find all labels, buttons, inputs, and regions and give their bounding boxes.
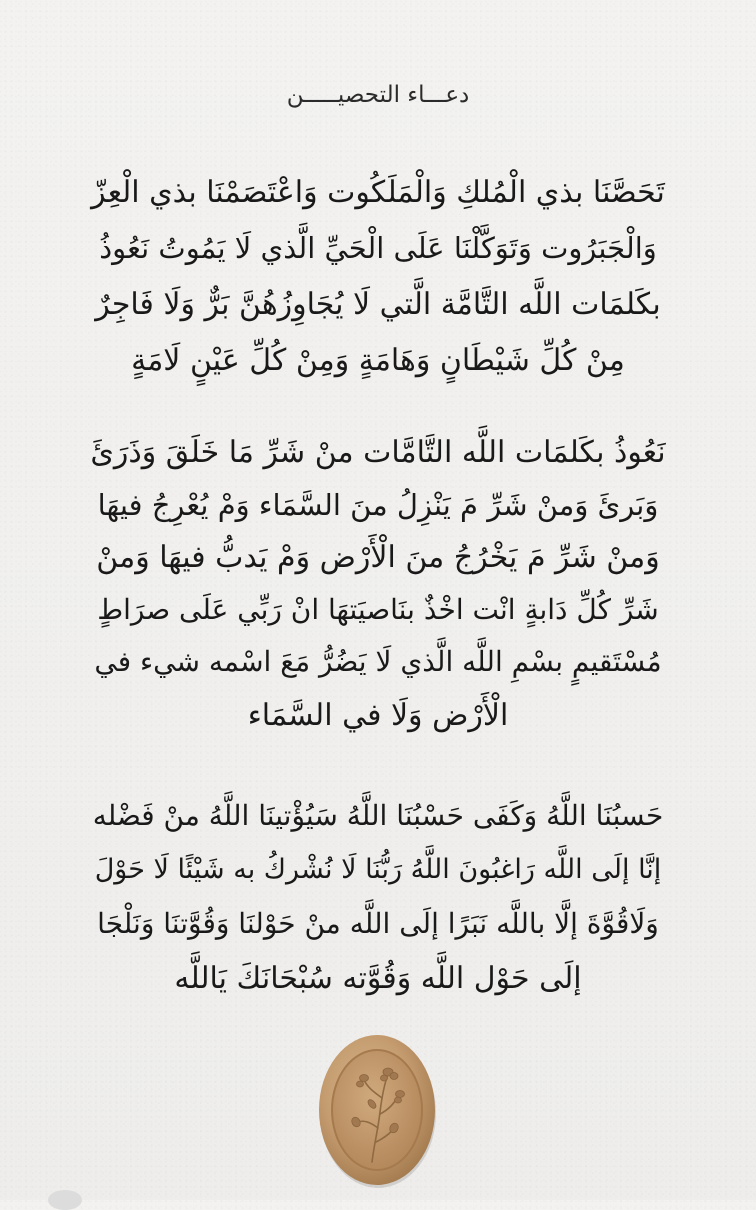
wax-seal-icon	[314, 1030, 442, 1190]
stanza-line: الْأَرْض وَلَا في السَّمَاء	[247, 697, 509, 733]
stanza-line: نَعُوذُ بكَلمَات اللَّه التَّامَّات منْ شَرِّ مَا خَلَقَ وَذَرَئَ	[90, 435, 666, 470]
stanza-line: وَبَرئَ وَمنْ شَرِّ مَ يَنْزِلُ منَ السَّمَاء وَمْ يُعْرِجُ فيهَا	[97, 487, 659, 522]
stanza-line: حَسبُنَا اللَّهُ وَكَفَى حَسْبُنَا اللَّهُ سَيُؤْتينَا اللَّهُ منْ فَضْله	[92, 799, 664, 832]
stanza-line: إنَّا إلَى اللَّه رَاغبُونَ اللَّهُ رَبُّنَا لَا نُشْركُ به شَيْئًا لَا حَوْلَ	[94, 854, 662, 885]
stanza-line: مِنْ كُلِّ شَيْطَانٍ وَهَامَةٍ وَمِنْ كُلِّ عَيْنٍ لَامَةٍ	[131, 343, 625, 378]
page-title: دعـــاء التحصيـــــن	[286, 82, 470, 108]
stanza-line: بكَلمَات اللَّه التَّامَّة الَّتي لَا يُجَاوِزُهُنَّ بَرٌّ وَلَا فَاجِرٌ	[95, 287, 661, 322]
stanza-line: وَمنْ شَرِّ مَ يَخْرُجُ منَ الْأَرْض وَمْ يَدبُّ فيهَا وَمنْ	[96, 540, 660, 575]
stanza-line: مُسْتَقيمٍ بسْمِ اللَّه الَّذي لَا يَضُرُّ مَعَ اسْمه شيء في	[94, 645, 662, 678]
stanza-line: وَالْجَبَرُوت وَتَوَكَّلْنَا عَلَى الْحَيِّ الَّذي لَا يَمُوتُ نَعُوذُ	[99, 231, 657, 265]
floral-wax-seal-icon	[314, 1030, 442, 1190]
stanza-line: وَلَاقُوَّةَ إلَّا باللَّه نَبَرًا إلَى اللَّه منْ حَوْلنَا وَقُوَّتنَا وَنَلْجَا	[97, 907, 659, 940]
stanza-line: تَحَصَّنَا بذي الْمُلكِ وَالْمَلَكُوت وَاعْتَصَمْنَا بذي الْعِزّ	[91, 175, 665, 210]
stanza-line: إلَى حَوْل اللَّه وَقُوَّته سُبْحَانَكَ يَاللَّه	[174, 961, 582, 996]
stanza-3	[90, 799, 666, 1018]
stanza-line: شَرِّ كُلِّ دَابةٍ انْت اخْذٌ بنَاصيَتهَا انْ رَبِّي عَلَى صرَاطٍ	[97, 592, 659, 626]
corner-mark	[48, 1190, 82, 1210]
stanza-2	[90, 435, 666, 753]
stanza-1	[90, 175, 666, 402]
